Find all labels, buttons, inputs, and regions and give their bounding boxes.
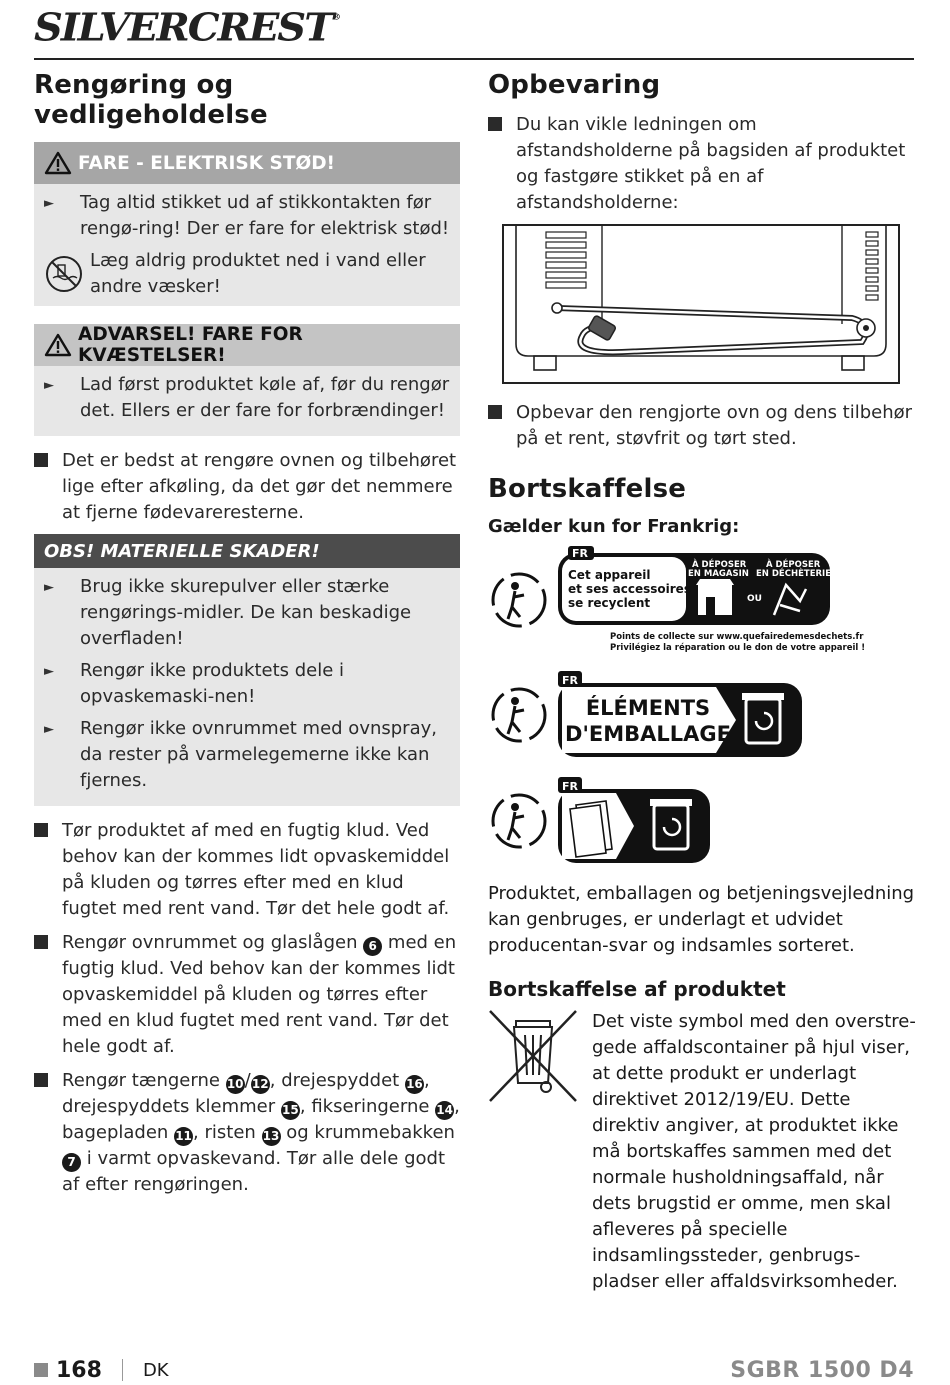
list-item: Rengør tængerne 10/12, drejespyddet 16, drejespyddets klemmer 15, fikseringerne 14, bagepladen 11, risten 13 og krummebakken 7 i varmt opvaskevand. Tør alle dele godt af efter rengøringen.: [34, 1068, 460, 1198]
part-number-badge: 12: [251, 1075, 270, 1094]
part-number-badge: 10: [226, 1075, 245, 1094]
triman-recycle-icon: [488, 569, 550, 631]
model-number: SGBR 1500 D4: [730, 1357, 914, 1383]
part-number-badge: 16: [405, 1075, 424, 1094]
crossed-bin-icon: [488, 1009, 578, 1103]
part-number-badge: 15: [281, 1101, 300, 1120]
list-item: ► Rengør ikke produktets dele i opvaskemaski-nen!: [44, 658, 450, 710]
svg-text:D'EMBALLAGE: D'EMBALLAGE: [565, 722, 731, 746]
triman-label-appliance: [488, 545, 916, 655]
no-water-icon: [44, 254, 84, 294]
section-title-cleaning: Rengøring og vedligeholdelse: [34, 70, 268, 130]
list-item: ► Tag altid stikket ud af stikkontakten før rengø-ring! Der er fare for elektrisk stød!: [44, 190, 450, 242]
warning-triangle-icon: [44, 151, 72, 175]
svg-text:À DÉPOSER: À DÉPOSER: [766, 560, 821, 570]
arrow-bullet-icon: ►: [44, 580, 54, 595]
warning-box-heading: ADVARSEL! FARE FOR KVÆSTELSER!: [34, 324, 460, 366]
svg-text:et ses accessoires: et ses accessoires: [568, 582, 691, 596]
triman-label-packaging: [488, 669, 916, 761]
svg-text:FR: FR: [572, 547, 588, 560]
square-bullet-icon: [488, 405, 502, 419]
square-bullet-icon: [34, 823, 48, 837]
square-bullet-icon: [34, 1363, 48, 1377]
warning-triangle-icon: [44, 333, 72, 357]
triman-label-paper: [488, 775, 916, 867]
svg-text:ÉLÉMENTS: ÉLÉMENTS: [585, 696, 711, 720]
section-title-storage: Opbevaring: [488, 70, 661, 100]
part-number-badge: 14: [435, 1101, 454, 1120]
list-item: Opbevar den rengjorte ovn og dens tilbehør på et rent, støvfrit og tørt sted.: [488, 400, 916, 452]
svg-text:FR: FR: [562, 780, 578, 793]
list-item: Læg aldrig produktet ned i vand eller andre væsker!: [44, 248, 450, 300]
svg-text:se recyclent: se recyclent: [568, 596, 651, 610]
subheading-france: Gælder kun for Frankrig:: [488, 516, 740, 537]
part-number-badge: 7: [62, 1153, 81, 1172]
oven-back-cord-illustration: [502, 224, 902, 386]
triman-info-panel: [556, 545, 866, 655]
arrow-bullet-icon: ►: [44, 722, 54, 737]
triman-info-panel: [556, 775, 716, 867]
right-column: [488, 70, 916, 1295]
svg-text:Cet appareil: Cet appareil: [568, 568, 651, 582]
svg-text:OU: OU: [747, 594, 762, 604]
list-item: Du kan vikle ledningen om afstandsholderne på bagsiden af produktet og fastgøre stikket på en af afstandsholderne:: [488, 112, 916, 216]
arrow-bullet-icon: ►: [44, 196, 54, 211]
arrow-bullet-icon: ►: [44, 664, 54, 679]
svg-text:Points de collecte sur www.que: Points de collecte sur www.quefairedemesdechets.fr: [610, 632, 864, 642]
svg-text:À DÉPOSER: À DÉPOSER: [692, 560, 747, 570]
arrow-bullet-icon: ►: [44, 378, 54, 393]
page-number: 168: [56, 1357, 102, 1383]
square-bullet-icon: [488, 117, 502, 131]
svg-text:FR: FR: [562, 674, 578, 687]
left-column: [34, 70, 460, 1206]
section-title-disposal: Bortskaffelse: [488, 474, 687, 504]
part-number-badge: 6: [363, 937, 382, 956]
warning-box-injury: [34, 324, 460, 436]
svg-text:Privilégiez la réparation ou l: Privilégiez la réparation ou le don de votre appareil !: [610, 643, 866, 653]
header-rule: [34, 58, 914, 60]
weee-paragraph: Det viste symbol med den overstre-gede affaldscontainer på hjul viser, at dette produkt er underlagt direktivet 2012/19/EU. Dette direktiv angiver, at produktet ikke må bortskaffes sammen med det normale husholdningsaffald, når dets brugstid er omme, men skal afleveres på specielle indsamlingssteder, genbrugs-pladser eller affaldsvirksomheder.: [592, 1011, 916, 1292]
subheading-product-disposal: Bortskaffelse af produktet: [488, 977, 786, 1001]
danger-box-electric: [34, 142, 460, 306]
triman-recycle-icon: [488, 684, 550, 746]
triman-recycle-icon: [488, 790, 550, 852]
part-number-badge: 11: [174, 1127, 193, 1146]
recycling-paragraph: Produktet, emballagen og betjeningsvejledning kan genbruges, er underlagt et udvidet producentan-svar og indsamles sorteret.: [488, 883, 915, 956]
triman-info-panel: [556, 669, 806, 761]
list-item: ► Lad først produktet køle af, før du rengør det. Ellers er der fare for forbrændinger!: [44, 372, 450, 424]
page-footer: [34, 1355, 914, 1385]
square-bullet-icon: [34, 1073, 48, 1087]
list-item: Det er bedst at rengøre ovnen og tilbehøret lige efter afkøling, da det gør det nemmere at fjerne fødevareresterne.: [34, 448, 460, 526]
caution-box-damage: [34, 534, 460, 806]
brand-logo: SILVERCREST®: [34, 5, 341, 50]
list-item: Rengør ovnrummet og glaslågen 6 med en fugtig klud. Ved behov kan der kommes lidt opvaskemiddel på kluden og tørres efter med en klud fugtet med rent vand. Tør det hele godt af.: [34, 930, 460, 1060]
square-bullet-icon: [34, 935, 48, 949]
footer-divider: [122, 1359, 123, 1381]
danger-box-heading: FARE - ELEKTRISK STØD!: [34, 142, 460, 184]
list-item: ► Brug ikke skurepulver eller stærke rengørings-midler. De kan beskadige overfladen!: [44, 574, 450, 652]
list-item: Tør produktet af med en fugtig klud. Ved behov kan der kommes lidt opvaskemiddel på kluden og tørres efter med en klud fugtet med rent vand. Tør det hele godt af.: [34, 818, 460, 922]
caution-box-heading: OBS! MATERIELLE SKADER!: [34, 534, 460, 568]
svg-text:EN DÉCHÈTERIE: EN DÉCHÈTERIE: [756, 569, 832, 579]
svg-text:EN MAGASIN: EN MAGASIN: [688, 569, 749, 579]
part-number-badge: 13: [262, 1127, 281, 1146]
list-item: ► Rengør ikke ovnrummet med ovnspray, da rester på varmelegemerne ikke kan fjernes.: [44, 716, 450, 794]
square-bullet-icon: [34, 453, 48, 467]
language-code: DK: [142, 1359, 169, 1381]
